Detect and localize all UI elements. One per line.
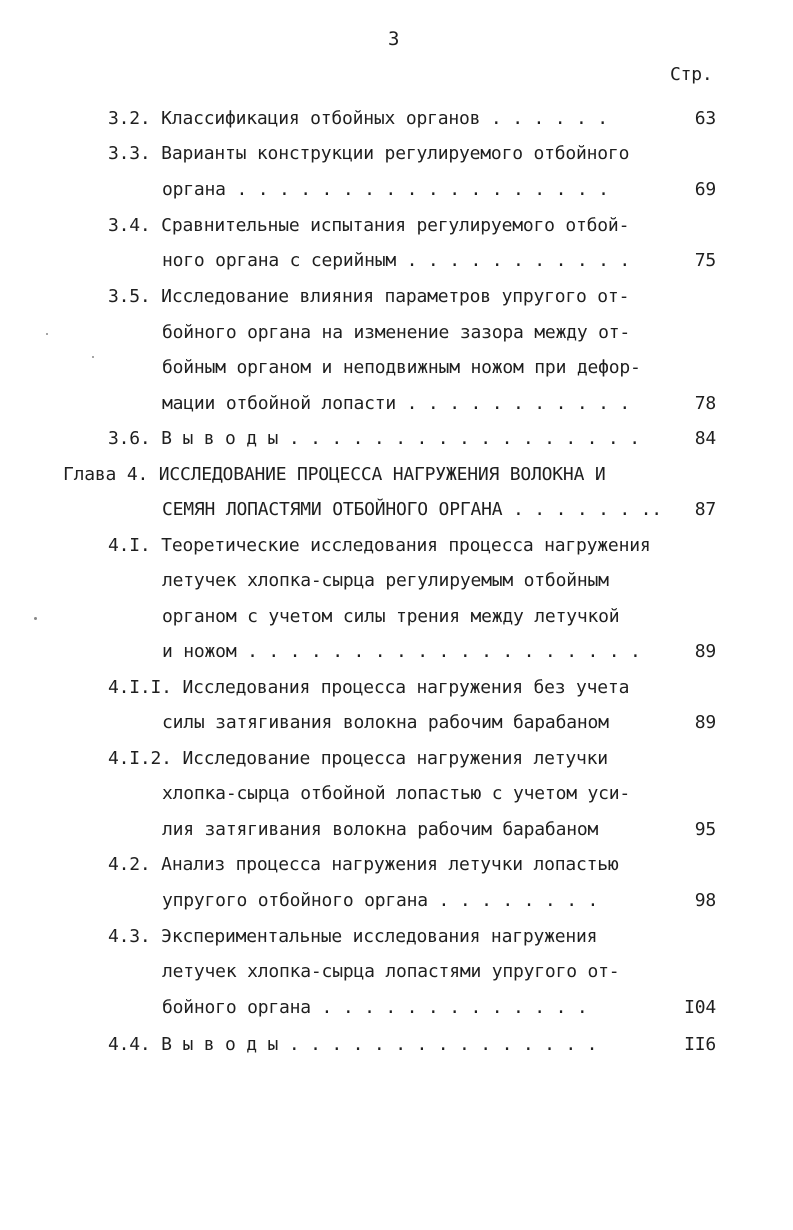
toc-entry-4-1-line-2: летучек хлопка-сырца регулируемым отбойным: [162, 570, 609, 591]
toc-entry-4-3-page: I04: [684, 997, 716, 1018]
toc-entry-4-1-2-page: 95: [694, 819, 716, 840]
toc-entry-4-2-page: 98: [694, 890, 716, 911]
toc-entry-3-4-page: 75: [694, 250, 716, 271]
toc-entry-3-3-line-2: органа . . . . . . . . . . . . . . . . . .: [162, 179, 609, 200]
toc-entry-4-2-line-2: упругого отбойного органа . . . . . . . .: [162, 890, 599, 911]
toc-entry-4-1-line-3: органом с учетом силы трения между летучкой: [162, 606, 620, 627]
toc-entry-3-2-line-1: 3.2. Классификация отбойных органов . . . . . .: [108, 108, 608, 129]
page-number: 3: [388, 28, 400, 50]
toc-entry-3-5-line-4: мации отбойной лопасти . . . . . . . . . . .: [162, 393, 631, 414]
toc-entry-3-3-line-1: 3.3. Варианты конструкции регулируемого отбойного: [108, 143, 630, 164]
toc-entry-3-3-page: 69: [694, 179, 716, 200]
scan-speck: [46, 333, 48, 335]
toc-entry-4-1-1-line-1: 4.I.I. Исследования процесса нагружения без учета: [108, 677, 630, 698]
toc-entry-4-3-line-1: 4.3. Экспериментальные исследования нагружения: [108, 926, 598, 947]
toc-entry-4-4-line-1: 4.4. В ы в о д ы . . . . . . . . . . . . . . .: [108, 1034, 598, 1055]
toc-entry-4-1-line-1: 4.I. Теоретические исследования процесса нагружения: [108, 535, 651, 556]
toc-entry-4-1-2-line-3: лия затягивания волокна рабочим барабаном: [162, 819, 599, 840]
toc-chapter-4-page: 87: [694, 499, 716, 520]
toc-entry-3-4-line-1: 3.4. Сравнительные испытания регулируемого отбой-: [108, 215, 630, 236]
toc-entry-4-1-1-page: 89: [694, 712, 716, 733]
toc-entry-4-1-line-4: и ножом . . . . . . . . . . . . . . . . . . .: [162, 641, 641, 662]
toc-entry-4-2-line-1: 4.2. Анализ процесса нагружения летучки лопастью: [108, 854, 619, 875]
toc-entry-3-5-line-1: 3.5. Исследование влияния параметров упругого от-: [108, 286, 630, 307]
scan-speck: [34, 617, 37, 620]
toc-chapter-4-line-2: СЕМЯН ЛОПАСТЯМИ ОТБОЙНОГО ОРГАНА . . . . . . ..: [162, 499, 662, 520]
toc-entry-4-1-2-line-1: 4.I.2. Исследование процесса нагружения летучки: [108, 748, 608, 769]
toc-entry-3-5-line-2: бойного органа на изменение зазора между от-: [162, 322, 631, 343]
toc-entry-4-3-line-2: летучек хлопка-сырца лопастями упругого от-: [162, 961, 620, 982]
toc-entry-3-6-page: 84: [694, 428, 716, 449]
toc-entry-3-5-page: 78: [694, 393, 716, 414]
toc-entry-4-1-1-line-2: силы затягивания волокна рабочим барабаном: [162, 712, 609, 733]
toc-entry-3-2-page: 63: [694, 108, 716, 129]
toc-entry-3-5-line-3: бойным органом и неподвижным ножом при дефор-: [162, 357, 641, 378]
scan-speck: [92, 356, 94, 358]
toc-entry-4-1-2-line-2: хлопка-сырца отбойной лопастью с учетом уси-: [162, 783, 631, 804]
toc-chapter-4-line-1: Глава 4. ИССЛЕДОВАНИЕ ПРОЦЕССА НАГРУЖЕНИЯ ВОЛОКНА И: [63, 464, 606, 485]
toc-entry-4-1-page: 89: [694, 641, 716, 662]
toc-entry-3-6-line-1: 3.6. В ы в о д ы . . . . . . . . . . . . . . . . .: [108, 428, 640, 449]
toc-entry-4-3-line-3: бойного органа . . . . . . . . . . . . .: [162, 997, 588, 1018]
toc-entry-3-4-line-2: ного органа с серийным . . . . . . . . . . .: [162, 250, 631, 271]
toc-entry-4-4-page: II6: [684, 1034, 716, 1055]
page-column-header: Стр.: [670, 64, 713, 85]
